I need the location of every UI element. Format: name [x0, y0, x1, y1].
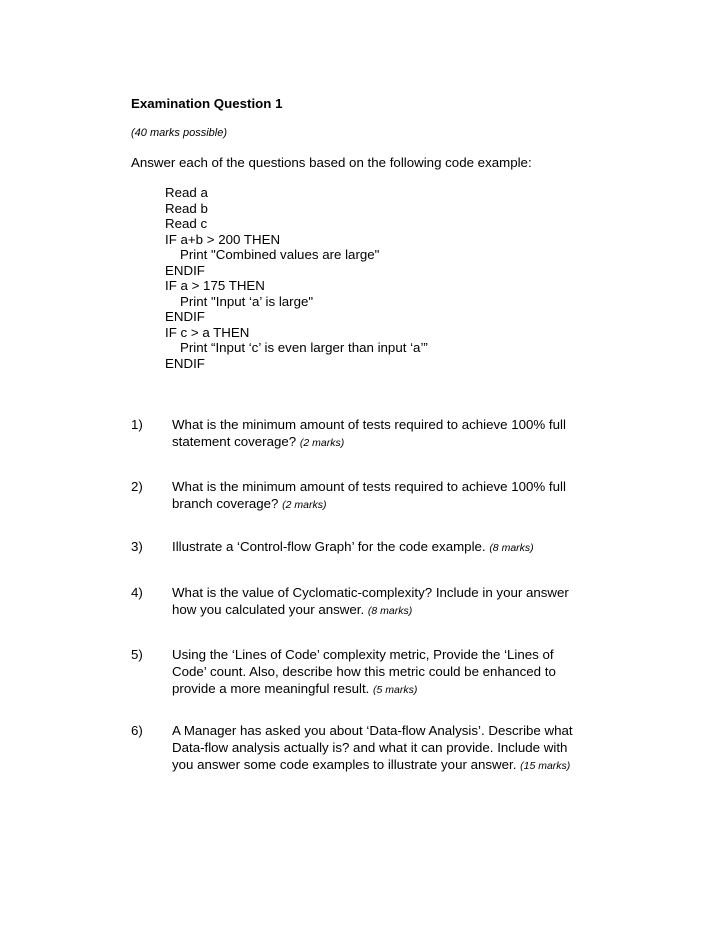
question-line: statement coverage?: [172, 434, 297, 449]
question-marks: (2 marks): [299, 437, 345, 449]
question-line: Using the ‘Lines of Code’ complexity metric, Provide the ‘Lines of: [172, 647, 554, 662]
code-line: Print "Input ‘a’ is large": [180, 293, 314, 309]
question-line: A Manager has asked you about ‘Data-flow Analysis’. Describe what: [172, 723, 573, 738]
question-line: Data-flow analysis actually is? and what it can provide. Include with: [172, 740, 568, 755]
code-line: Print “Input ‘c’ is even larger than input ‘a’”: [180, 340, 428, 355]
question-number: 6): [131, 723, 143, 738]
question-text: [172, 646, 592, 699]
code-line: Read c: [165, 216, 208, 231]
question-marks: (5 marks): [373, 684, 418, 696]
code-line: Read a: [165, 185, 208, 200]
question-line: What is the minimum amount of tests required to achieve 100% full: [172, 479, 566, 494]
question-line: provide a more meaningful result.: [172, 681, 370, 696]
code-line: Read b: [165, 200, 208, 216]
question-line: Illustrate a ‘Control-flow Graph’ for the code example.: [172, 539, 486, 554]
question-marks: (2 marks): [282, 499, 327, 511]
code-example: [165, 185, 428, 371]
question-line: branch coverage?: [172, 496, 279, 511]
question-line: how you calculated your answer.: [172, 602, 365, 617]
question-text: [172, 584, 592, 620]
code-line: ENDIF: [165, 355, 205, 371]
question-number: 1): [131, 417, 143, 432]
question-number: 2): [131, 479, 143, 494]
question-marks: (8 marks): [489, 542, 534, 554]
question-text: [172, 538, 592, 557]
question-text: [172, 416, 592, 452]
intro-text: Answer each of the questions based on the following code example:: [131, 155, 532, 170]
question-line-last: [172, 538, 592, 557]
code-line: ENDIF: [165, 309, 205, 324]
question-line-last: [172, 495, 592, 514]
question-line: What is the value of Cyclomatic-complexity? Include in your answer: [172, 585, 569, 600]
question-line: Code’ count. Also, describe how this metric could be enhanced to: [172, 664, 556, 679]
question-line: What is the minimum amount of tests required to achieve 100% full: [172, 417, 566, 432]
question-text: [172, 478, 592, 514]
total-marks: (40 marks possible): [131, 127, 227, 139]
question-line-last: [172, 756, 592, 775]
code-line: Print "Combined values are large": [180, 247, 380, 262]
code-line: IF c > a THEN: [165, 324, 250, 340]
question-marks: (15 marks): [520, 760, 571, 772]
question-number: 5): [131, 647, 143, 662]
code-line: IF a > 175 THEN: [165, 278, 265, 293]
code-line: IF a+b > 200 THEN: [165, 231, 281, 247]
question-number: 4): [131, 585, 143, 600]
question-line-last: [172, 433, 592, 452]
page-title: Examination Question 1: [131, 96, 283, 111]
question-marks: (8 marks): [367, 605, 413, 617]
question-number: 3): [131, 539, 143, 554]
question-line-last: [172, 680, 592, 699]
question-line: you answer some code examples to illustrate your answer.: [172, 757, 517, 772]
question-line-last: [172, 601, 592, 620]
question-text: [172, 722, 592, 775]
code-line: ENDIF: [165, 262, 205, 278]
